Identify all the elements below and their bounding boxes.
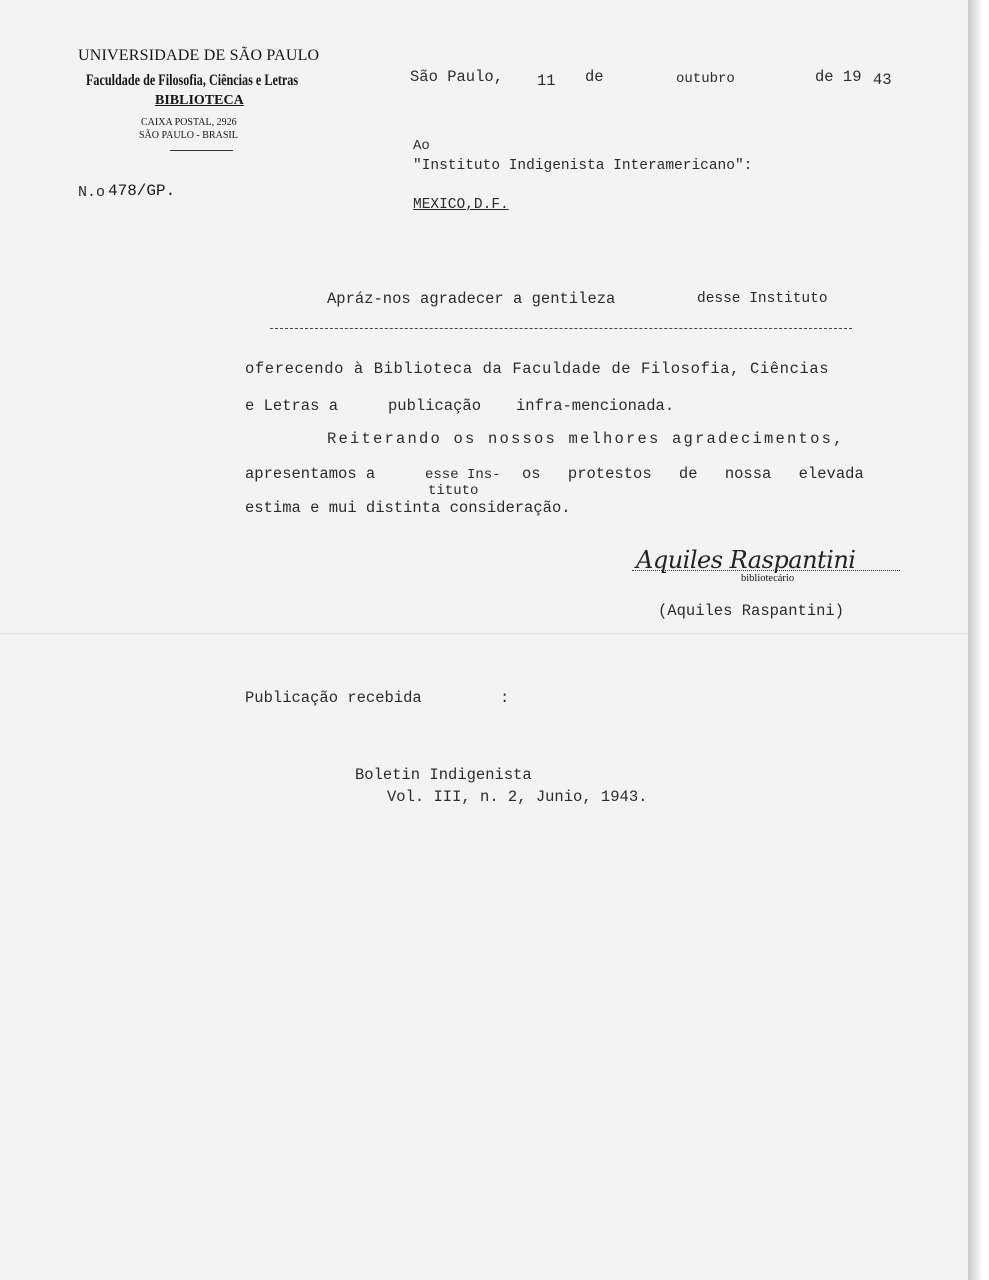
- body-line-6: estima e mui distinta consideração.: [245, 499, 571, 517]
- body-line-5b: esse Ins-: [425, 467, 501, 483]
- date-month: outubro: [676, 71, 735, 87]
- letterhead-faculty: Faculdade de Filosofia, Ciências e Letras: [86, 72, 299, 89]
- letterhead-divider: [170, 150, 233, 151]
- signature-handwritten: Aquiles Raspantini: [636, 546, 856, 574]
- page-edge-shadow: [968, 0, 989, 1280]
- body-line-4: Reiterando os nossos melhores agradecimentos,: [327, 430, 845, 448]
- letterhead-city: SÃO PAULO - BRASIL: [139, 130, 238, 141]
- date-place: São Paulo,: [410, 68, 504, 86]
- reference-prefix: N.o: [78, 184, 106, 201]
- body-line-5-insert: tituto: [428, 483, 479, 499]
- letterhead-university: UNIVERSIDADE DE SÃO PAULO: [78, 47, 320, 64]
- reference-number: 478/GP.: [108, 182, 176, 200]
- publication-details: Vol. III, n. 2, Junio, 1943.: [387, 788, 648, 806]
- letterhead-po-box: CAIXA POSTAL, 2926: [141, 117, 237, 128]
- recipient-salutation: Ao: [413, 138, 430, 154]
- body-line-5c: os protestos de nossa elevada: [522, 465, 864, 483]
- body-line-5a: apresentamos a: [245, 465, 376, 483]
- body-line-1-tail: desse Instituto: [697, 291, 828, 307]
- date-day: 11: [537, 72, 556, 90]
- date-year-prefix: de 19: [815, 68, 862, 86]
- recipient-city: MEXICO,D.F.: [413, 197, 509, 213]
- signature-typed-name: (Aquiles Raspantini): [658, 602, 845, 620]
- received-colon: :: [500, 689, 510, 707]
- paper-fold-line: [0, 633, 968, 635]
- body-line-3a: e Letras a: [245, 397, 339, 415]
- body-line-2: oferecendo à Biblioteca da Faculdade de Filosofia, Ciências: [245, 360, 830, 378]
- signature-line: [632, 570, 900, 572]
- date-year-suffix: 43: [873, 71, 892, 89]
- received-label: Publicação recebida: [245, 689, 422, 707]
- body-line-1: Apráz-nos agradecer a gentileza: [327, 290, 616, 308]
- body-line-3c: infra-mencionada.: [516, 397, 675, 415]
- recipient-name: "Instituto Indigenista Interamericano":: [413, 158, 753, 174]
- dashed-fill-line: [270, 328, 852, 330]
- letterhead-library: BIBLIOTECA: [155, 93, 244, 108]
- date-de: de: [585, 68, 604, 86]
- publication-title: Boletin Indigenista: [355, 766, 532, 784]
- signature-title: bibliotecário: [741, 573, 795, 584]
- body-line-3b: publicação: [388, 397, 482, 415]
